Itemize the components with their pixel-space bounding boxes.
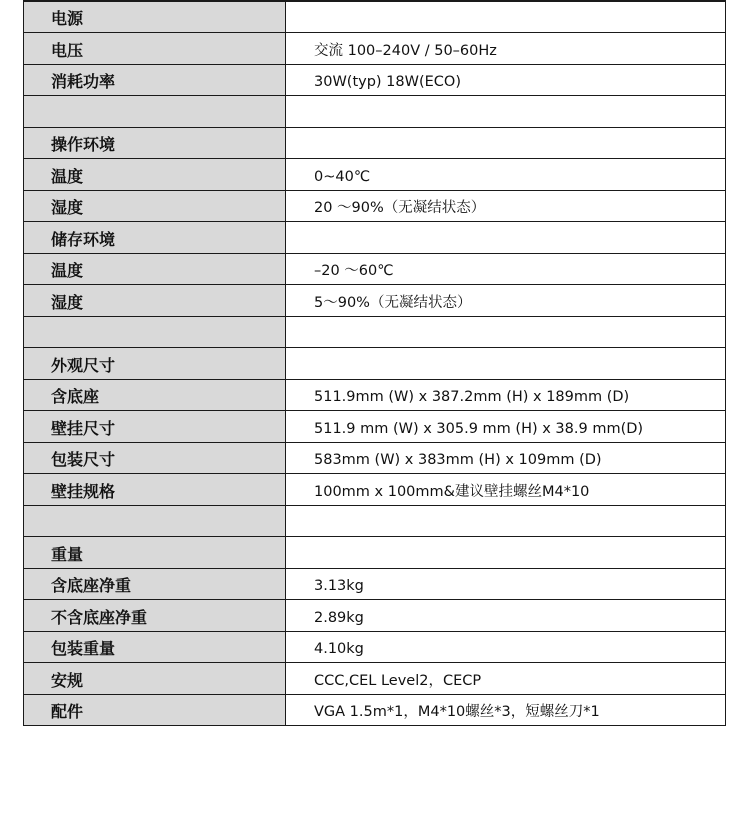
table-row — [24, 474, 726, 506]
spec-label-cell — [24, 222, 286, 254]
spec-label: 重量 — [51, 544, 84, 564]
table-row — [24, 96, 726, 128]
table-row — [24, 1, 726, 33]
spec-label-cell — [24, 190, 286, 222]
spec-label-cell — [24, 694, 286, 726]
table-row — [24, 568, 726, 600]
table-row — [24, 253, 726, 285]
spec-value: 交流 100–240V / 50–60Hz — [314, 42, 497, 59]
spec-label: 湿度 — [51, 198, 84, 217]
spec-label-cell — [24, 253, 286, 285]
spec-value: –20 ～60℃ — [314, 263, 394, 279]
spec-label: 含底座 — [51, 387, 100, 406]
table-row — [24, 127, 726, 159]
spec-label-cell — [24, 348, 286, 380]
spec-label-cell — [24, 537, 286, 569]
spec-label-cell — [24, 568, 286, 600]
spec-value-cell — [286, 663, 726, 695]
spec-value-cell — [286, 631, 726, 663]
table-row — [24, 64, 726, 96]
spec-label-cell — [24, 159, 286, 191]
spec-value: 3.13kg — [314, 578, 364, 594]
table-row — [24, 190, 726, 222]
spec-value-cell — [286, 411, 726, 443]
spec-label-cell — [24, 505, 286, 537]
table-row — [24, 537, 726, 569]
spec-label-cell — [24, 663, 286, 695]
spec-label: 不含底座净重 — [51, 607, 148, 627]
spec-label-cell — [24, 379, 286, 411]
spec-value: 2.89kg — [314, 609, 364, 626]
table-row — [24, 663, 726, 695]
table-row — [24, 33, 726, 65]
spec-value-cell — [286, 1, 726, 33]
spec-label-cell — [24, 411, 286, 443]
spec-value-cell — [286, 222, 726, 254]
spec-label-cell — [24, 600, 286, 632]
spec-label: 外观尺寸 — [51, 355, 116, 375]
spec-value-cell — [286, 96, 726, 128]
spec-label: 安规 — [51, 670, 84, 690]
spec-label-cell — [24, 442, 286, 474]
table-row — [24, 505, 726, 537]
table-row — [24, 285, 726, 317]
spec-label-cell — [24, 1, 286, 33]
spec-value: 583mm (W) x 383mm (H) x 109mm (D) — [314, 452, 602, 468]
spec-label-cell — [24, 64, 286, 96]
spec-value-cell — [286, 253, 726, 285]
table-row — [24, 159, 726, 191]
spec-value-cell — [286, 568, 726, 600]
spec-value: 30W(typ) 18W(ECO) — [314, 74, 461, 90]
spec-label-cell — [24, 33, 286, 65]
spec-value-cell — [286, 348, 726, 380]
spec-label: 含底座净重 — [51, 576, 132, 595]
spec-value-cell — [286, 379, 726, 411]
spec-value-cell — [286, 474, 726, 506]
spec-label-cell — [24, 285, 286, 317]
spec-label: 湿度 — [51, 292, 84, 312]
spec-value-cell — [286, 285, 726, 317]
spec-value: 5～90%（无凝结状态） — [314, 294, 472, 311]
spec-value-cell — [286, 190, 726, 222]
spec-table — [23, 0, 726, 726]
spec-value-cell — [286, 64, 726, 96]
spec-label-cell — [24, 127, 286, 159]
table-row — [24, 348, 726, 380]
spec-label: 壁挂规格 — [51, 481, 116, 501]
spec-value-cell — [286, 694, 726, 726]
spec-value-cell — [286, 505, 726, 537]
spec-value-cell — [286, 600, 726, 632]
spec-label: 壁挂尺寸 — [51, 418, 116, 438]
spec-table-body — [24, 1, 726, 726]
spec-value: 0~40℃ — [314, 168, 371, 185]
spec-label-cell — [24, 631, 286, 663]
spec-value: 100mm x 100mm&建议壁挂螺丝M4*10 — [314, 483, 590, 500]
spec-value: CCC,CEL Level2，CECP — [314, 672, 482, 689]
table-row — [24, 316, 726, 348]
spec-value: VGA 1.5m*1，M4*10螺丝*3，短螺丝刀*1 — [314, 704, 600, 720]
spec-value: 20 ～90%（无凝结状态） — [314, 200, 486, 216]
table-row — [24, 600, 726, 632]
spec-label: 储存环境 — [51, 229, 116, 249]
spec-label: 温度 — [51, 166, 84, 186]
spec-label-cell — [24, 474, 286, 506]
spec-label-cell — [24, 96, 286, 128]
spec-label: 操作环境 — [51, 135, 116, 154]
spec-label: 温度 — [51, 261, 84, 280]
table-row — [24, 379, 726, 411]
spec-value-cell — [286, 316, 726, 348]
table-row — [24, 631, 726, 663]
spec-label: 包装尺寸 — [51, 450, 116, 469]
spec-label: 配件 — [51, 702, 84, 721]
table-row — [24, 222, 726, 254]
spec-value-cell — [286, 33, 726, 65]
spec-value: 4.10kg — [314, 641, 364, 657]
table-row — [24, 411, 726, 443]
spec-value-cell — [286, 127, 726, 159]
spec-label: 包装重量 — [51, 639, 116, 658]
spec-label: 消耗功率 — [51, 72, 116, 91]
spec-value-cell — [286, 537, 726, 569]
spec-label: 电源 — [51, 9, 84, 28]
spec-label: 电压 — [51, 40, 84, 60]
table-row — [24, 442, 726, 474]
spec-value-cell — [286, 442, 726, 474]
table-row — [24, 694, 726, 726]
spec-value-cell — [286, 159, 726, 191]
spec-label-cell — [24, 316, 286, 348]
spec-value: 511.9mm (W) x 387.2mm (H) x 189mm (D) — [314, 389, 630, 405]
spec-value: 511.9 mm (W) x 305.9 mm (H) x 38.9 mm(D) — [314, 420, 644, 437]
